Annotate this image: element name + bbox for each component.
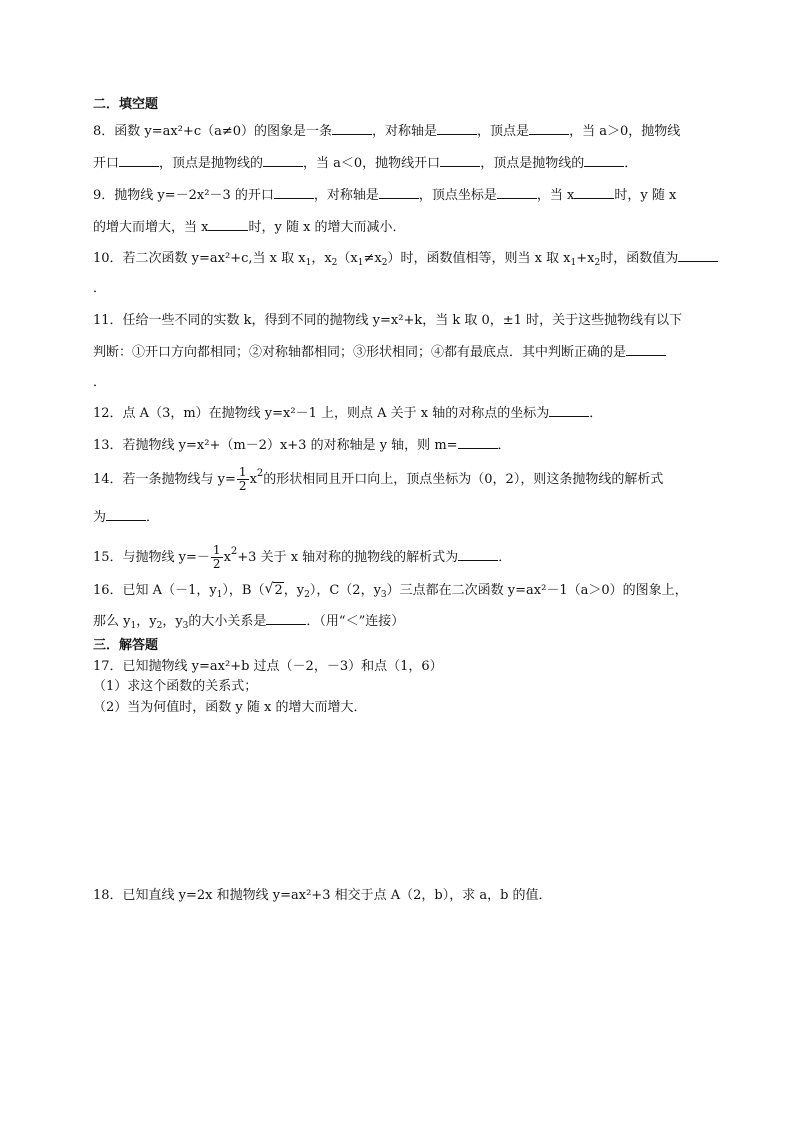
text: ．: [624, 156, 638, 171]
text: 那么 y: [93, 614, 131, 629]
answer-blank[interactable]: [208, 219, 248, 231]
fraction: [237, 466, 249, 493]
text: 开口: [93, 156, 120, 171]
text: 9．抛物线 y=－2x²－3 的开口: [93, 188, 274, 203]
text: ．: [498, 550, 512, 565]
question-11-line-3: ．: [93, 375, 107, 390]
answer-blank[interactable]: [437, 123, 477, 135]
text: 15．与抛物线 y=－: [93, 550, 210, 565]
text: 时，函数值为: [600, 251, 679, 266]
text: 12．点 A（3，m）在抛物线 y=x²－1 上，则点 A 关于 x 轴的对称点的坐标为: [93, 406, 550, 421]
text: ，y: [283, 583, 305, 598]
answer-blank[interactable]: [574, 187, 614, 199]
question-11-line-1: 11．任给一些不同的实数 k，得到不同的抛物线 y=x²+k，当 k 取 0，±1 时，关于这些抛物线有以下: [93, 313, 683, 328]
superscript: 2: [256, 468, 264, 479]
subscript: 1: [357, 258, 364, 268]
question-17-line-1: 17．已知抛物线 y=ax²+b 过点（－2，－3）和点（1，6）: [93, 659, 443, 674]
answer-blank[interactable]: [266, 613, 306, 625]
text: 时，y 随 x: [614, 188, 677, 203]
answer-blank[interactable]: [106, 509, 146, 521]
section-3-title: 三．解答题: [93, 638, 159, 653]
text: ，对称轴是: [372, 124, 438, 139]
text: ．: [497, 438, 511, 453]
question-9-line-1: [93, 187, 676, 204]
text: 时，y 随 x 的增大而减小．: [248, 220, 406, 235]
text: ，x: [311, 251, 332, 266]
text: ≠x: [363, 251, 382, 266]
subscript: 1: [216, 590, 223, 600]
text: ，y: [162, 614, 183, 629]
text: +3 关于 x 轴对称的抛物线的解析式为: [237, 550, 459, 565]
subscript: 2: [331, 258, 338, 268]
text: ，顶点是抛物线的: [159, 156, 264, 171]
subscript: 2: [594, 258, 601, 268]
numerator: 1: [238, 465, 247, 479]
text: 8．函数 y=ax²+c（a≠0）的图象是一条: [93, 124, 333, 139]
subscript: 1: [570, 258, 577, 268]
text: ．（用“＜”连接）: [306, 614, 405, 629]
question-9-line-2: [93, 219, 406, 236]
text: x: [223, 550, 231, 565]
subscript: 1: [305, 258, 312, 268]
denominator: 2: [238, 479, 247, 493]
answer-blank[interactable]: [274, 187, 314, 199]
answer-blank[interactable]: [529, 123, 569, 135]
question-11-line-2: [93, 344, 666, 361]
radicand: 2: [274, 583, 283, 598]
text: ，顶点坐标是: [418, 188, 497, 203]
text: ，对称轴是: [313, 188, 379, 203]
answer-blank[interactable]: [263, 155, 303, 167]
text: 16．已知 A（－1，y: [93, 583, 217, 598]
text: ，当 a＞0，抛物线: [569, 124, 681, 139]
question-14-line-2: [93, 509, 159, 526]
answer-blank[interactable]: [626, 344, 666, 356]
radical-sign: √: [264, 581, 274, 597]
answer-blank[interactable]: [497, 187, 537, 199]
text: x: [249, 472, 257, 487]
subscript: 3: [182, 621, 189, 631]
answer-blank[interactable]: [379, 187, 419, 199]
question-10-line-1: [93, 250, 718, 271]
answer-blank[interactable]: [549, 405, 589, 417]
text: ，当 x: [536, 188, 575, 203]
question-8-line-2: [93, 155, 637, 172]
text: ）时，函数值相等，则当 x 取 x: [387, 251, 571, 266]
text: ．: [146, 510, 160, 525]
text: ），C（2，y: [309, 583, 381, 598]
subscript: 3: [380, 590, 387, 600]
text: 13．若抛物线 y=x²+（m－2）x+3 的对称轴是 y 轴，则 m=: [93, 438, 458, 453]
text: （x: [337, 251, 358, 266]
question-13: [93, 437, 511, 454]
text: ，y: [136, 614, 157, 629]
text: 判断：①开口方向都相同；②对称轴都相同；③形状相同；④都有最底点．其中判断正确的是: [93, 345, 627, 360]
text: ）三点都在二次函数 y=ax²－1（a＞0）的图象上，: [386, 583, 688, 598]
text: 的增大而增大，当 x: [93, 220, 209, 235]
text: 为: [93, 510, 107, 525]
text: 14．若一条抛物线与 y=: [93, 472, 236, 487]
text: 的形状相同且开口向上，顶点坐标为（0，2），则这条抛物线的解析式: [263, 472, 664, 487]
text: ．: [589, 406, 603, 421]
question-10-line-2: ．: [93, 281, 107, 296]
text: ，顶点是: [477, 124, 530, 139]
answer-blank[interactable]: [332, 123, 372, 135]
question-18: 18．已知直线 y=2x 和抛物线 y=ax²+3 相交于点 A（2，b），求 a，b 的值．: [93, 888, 552, 903]
text: +x: [576, 251, 595, 266]
question-15: [93, 544, 511, 571]
question-16-line-2: [93, 613, 404, 634]
question-17-part-2: （2）当为何值时，函数 y 随 x 的增大而增大．: [93, 700, 367, 715]
answer-blank[interactable]: [678, 250, 718, 262]
subscript: 2: [304, 590, 310, 600]
question-12: [93, 405, 602, 422]
fraction: [211, 544, 223, 571]
text: 10．若二次函数 y=ax²+c,当 x 取 x: [93, 251, 306, 266]
question-17-part-1: （1）求这个函数的关系式；: [93, 679, 258, 694]
square-root: [264, 583, 283, 599]
text: ），B（: [222, 583, 265, 598]
section-2-title: 二．填空题: [93, 97, 159, 112]
text: ，顶点是抛物线的: [480, 156, 585, 171]
answer-blank[interactable]: [440, 155, 480, 167]
denominator: 2: [212, 557, 221, 571]
numerator: 1: [212, 543, 221, 557]
subscript: 1: [130, 621, 137, 631]
subscript: 2: [381, 258, 388, 268]
answer-blank[interactable]: [584, 155, 624, 167]
answer-blank[interactable]: [458, 437, 498, 449]
answer-blank[interactable]: [119, 155, 159, 167]
question-14-line-1: [93, 466, 663, 493]
question-8-line-1: [93, 123, 680, 140]
text: 的大小关系是: [188, 614, 267, 629]
answer-blank[interactable]: [458, 549, 498, 561]
superscript: 2: [230, 546, 238, 557]
subscript: 2: [156, 621, 163, 631]
question-16-line-1: [93, 583, 688, 603]
text: ，当 a＜0，抛物线开口: [303, 156, 441, 171]
